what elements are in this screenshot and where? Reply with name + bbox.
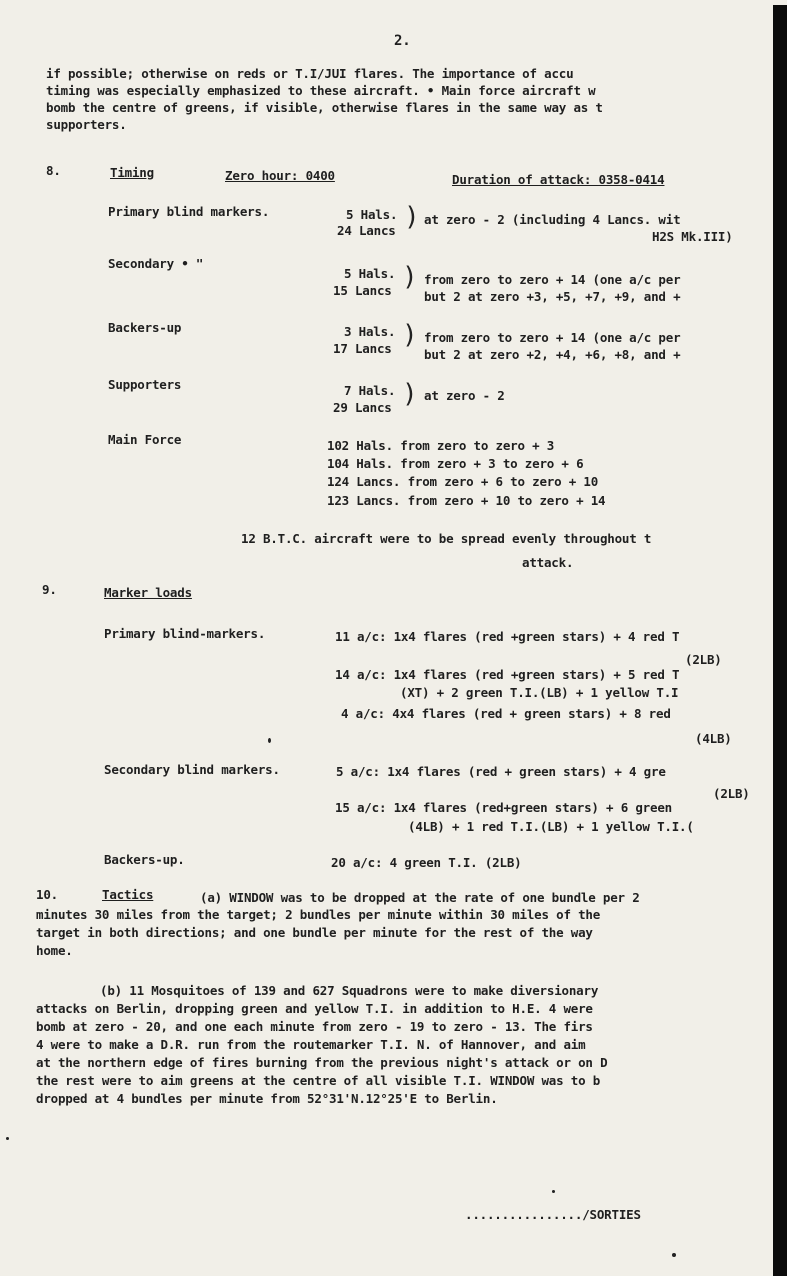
main-force-line: 102 Hals. from zero to zero + 3 [327, 438, 555, 453]
marker-load-line: 14 a/c: 1x4 flares (red +green stars) + 5 red T [335, 667, 680, 682]
timing-row-count: 17 Lancs [333, 341, 392, 356]
scan-speck [6, 1137, 9, 1140]
scan-speck [552, 1190, 555, 1193]
marker-group-label: Secondary blind markers. [104, 762, 280, 777]
tactics-line: home. [36, 943, 73, 958]
marker-load-line: 20 a/c: 4 green T.I. (2LB) [331, 855, 522, 870]
marker-load-line: 4 a/c: 4x4 flares (red + green stars) + 8 red [341, 706, 671, 721]
timing-row-count: 7 Hals. [344, 383, 396, 398]
bracket-icon: ) [402, 262, 418, 292]
marker-group-label: Backers-up. [104, 852, 185, 867]
timing-row-label: Secondary • " [108, 256, 204, 271]
scan-speck [268, 738, 271, 743]
bracket-icon: ) [404, 202, 420, 232]
timing-row-detail: from zero to zero + 14 (one a/c per [424, 330, 681, 345]
marker-group-label: Primary blind-markers. [104, 626, 266, 641]
timing-row-count: 15 Lancs [333, 283, 392, 298]
main-force-line: 104 Hals. from zero + 3 to zero + 6 [327, 456, 584, 471]
marker-load-line: 15 a/c: 1x4 flares (red+green stars) + 6 green [335, 800, 672, 815]
timing-row-count: 3 Hals. [344, 324, 396, 339]
timing-row-count: 5 Hals. [346, 207, 398, 222]
main-force-line: 124 Lancs. from zero + 6 to zero + 10 [327, 474, 599, 489]
timing-row-label: Supporters [108, 377, 182, 392]
section-heading-marker-loads: Marker loads [104, 585, 192, 600]
marker-load-line: (2LB) [685, 652, 722, 667]
timing-row-count: 5 Hals. [344, 266, 396, 281]
section-number: 8. [46, 163, 61, 178]
tactics-line: attacks on Berlin, dropping green and yellow T.I. in addition to H.E. 4 were [36, 1001, 593, 1016]
intro-line: timing was especially emphasized to these aircraft. • Main force aircraft w [46, 83, 596, 98]
bracket-icon: ) [402, 320, 418, 350]
scan-speck [672, 1253, 676, 1257]
main-force-line: 123 Lancs. from zero + 10 to zero + 14 [327, 493, 606, 508]
attack-duration: Duration of attack: 0358-0414 [452, 172, 665, 187]
tactics-line: the rest were to aim greens at the centre of all visible T.I. WINDOW was to b [36, 1073, 601, 1088]
timing-row-count: 29 Lancs [333, 400, 392, 415]
marker-load-line: 5 a/c: 1x4 flares (red + green stars) + 4 gre [336, 764, 666, 779]
timing-note: 12 B.T.C. aircraft were to be spread evenly throughout t [241, 531, 652, 546]
sorties-footer: ................/SORTIES [465, 1207, 641, 1222]
tactics-line: (b) 11 Mosquitoes of 139 and 627 Squadrons were to make diversionary [100, 983, 599, 998]
timing-row-label: Backers-up [108, 320, 182, 335]
timing-row-detail: at zero - 2 (including 4 Lancs. wit [424, 212, 681, 227]
tactics-line: bomb at zero - 20, and one each minute from zero - 19 to zero - 13. The firs [36, 1019, 593, 1034]
section-heading-tactics: Tactics [102, 887, 154, 902]
intro-line: bomb the centre of greens, if visible, otherwise flares in the same way as t [46, 100, 603, 115]
marker-load-line: (4LB) + 1 red T.I.(LB) + 1 yellow T.I.( [408, 819, 694, 834]
tactics-line: minutes 30 miles from the target; 2 bundles per minute within 30 miles of the [36, 907, 601, 922]
timing-row-detail: from zero to zero + 14 (one a/c per [424, 272, 681, 287]
main-force-label: Main Force [108, 432, 182, 447]
marker-load-line: (XT) + 2 green T.I.(LB) + 1 yellow T.I [400, 685, 679, 700]
timing-row-detail: but 2 at zero +2, +4, +6, +8, and + [424, 347, 681, 362]
timing-row-detail: but 2 at zero +3, +5, +7, +9, and + [424, 289, 681, 304]
tactics-line: 4 were to make a D.R. run from the routemarker T.I. N. of Hannover, and aim [36, 1037, 586, 1052]
timing-row-label: Primary blind markers. [108, 204, 270, 219]
bracket-icon: ) [402, 379, 418, 409]
timing-note: attack. [522, 555, 574, 570]
marker-load-line: (4LB) [695, 731, 732, 746]
section-heading-timing: Timing [110, 165, 154, 180]
marker-load-line: (2LB) [713, 786, 750, 801]
timing-row-detail: at zero - 2 [424, 388, 505, 403]
page-number: 2. [394, 33, 411, 49]
section-number: 9. [42, 582, 57, 597]
timing-row-detail: H2S Mk.III) [652, 229, 733, 244]
section-number: 10. [36, 887, 58, 902]
scan-edge-shadow [773, 5, 787, 1276]
tactics-line: dropped at 4 bundles per minute from 52°31'N.12°25'E to Berlin. [36, 1091, 498, 1106]
zero-hour: Zero hour: 0400 [225, 168, 335, 183]
tactics-line: target in both directions; and one bundle per minute for the rest of the way [36, 925, 593, 940]
tactics-line: (a) WINDOW was to be dropped at the rate of one bundle per 2 [200, 890, 640, 905]
timing-row-count: 24 Lancs [337, 223, 396, 238]
tactics-line: at the northern edge of fires burning from the previous night's attack or on D [36, 1055, 608, 1070]
intro-line: supporters. [46, 117, 127, 132]
marker-load-line: 11 a/c: 1x4 flares (red +green stars) + 4 red T [335, 629, 680, 644]
intro-line: if possible; otherwise on reds or T.I/JUI flares. The importance of accu [46, 66, 574, 81]
